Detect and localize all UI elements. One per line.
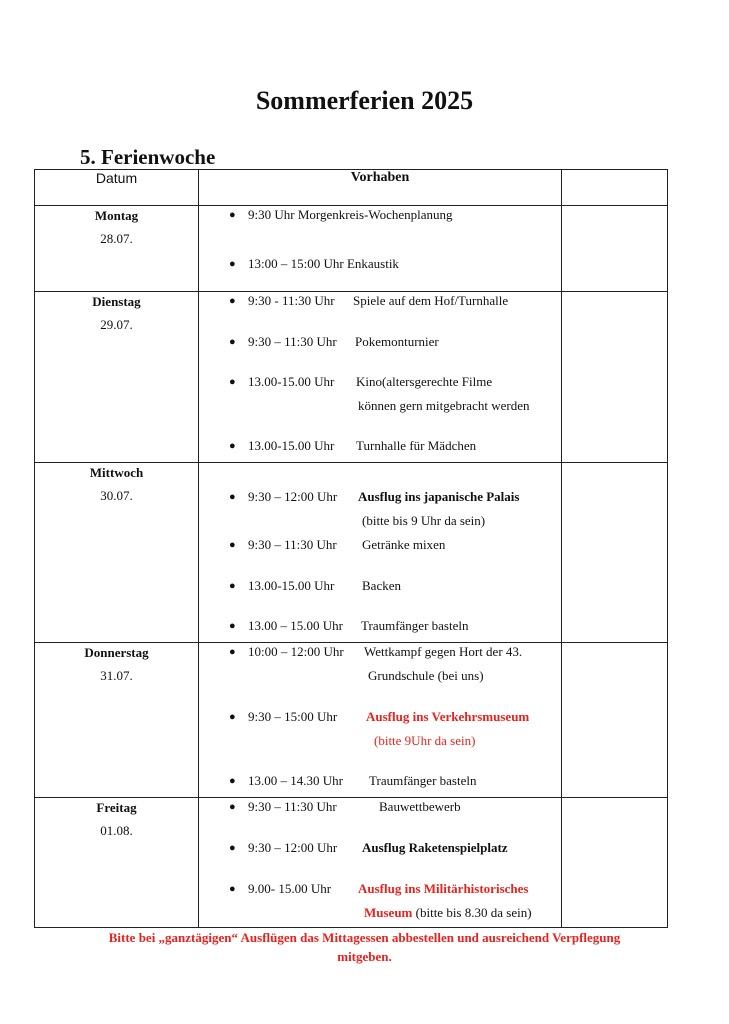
table-row [35,206,668,292]
bullet-icon: ● [229,209,236,221]
activity-time: 9:30 – 15:00 Uhr [248,709,338,724]
page-title: Sommerferien 2025 [255,86,474,115]
activity-desc-note: (bitte bis 8.30 da sein) [412,905,532,920]
activity-time: 10:00 – 12:00 Uhr [248,644,344,659]
day-cell [35,643,199,798]
week-subtitle: 5. Ferienwoche [80,145,216,169]
activity-desc: Traumfänger basteln [369,773,477,788]
bullet-icon: ● [229,620,236,632]
activity-desc: Backen [362,578,401,593]
day-name: Freitag [96,800,137,815]
activity-desc-cont [364,901,532,925]
bullet-icon: ● [229,440,236,452]
activity-desc: Ausflug Raketenspielplatz [362,840,508,855]
bullet-icon: ● [229,801,236,813]
activities-cell [199,798,562,928]
bullet-icon: ● [229,336,236,348]
day-cell [35,798,199,928]
day-name: Dienstag [92,294,141,309]
activity-time: 13:00 – 15:00 Uhr Enkaustik [248,256,399,271]
day-date: 31.07. [100,668,133,683]
header-extra [562,170,668,206]
extra-cell [562,463,668,643]
table-row [35,463,668,643]
activity-desc: Turnhalle für Mädchen [356,438,477,453]
bullet-icon: ● [229,775,236,787]
bullet-icon: ● [229,295,236,307]
header-datum: Datum [35,170,199,206]
activity-time: 13.00-15.00 Uhr [248,438,335,453]
activity-time: 13.00 – 14.30 Uhr [248,773,343,788]
day-date: 01.08. [100,823,133,838]
day-name: Donnerstag [84,645,149,660]
activity-desc-cont: (bitte 9Uhr da sein) [374,733,476,748]
activity-desc: Kino(altersgerechte Filme [356,374,493,389]
day-cell [35,463,199,643]
bullet-icon: ● [229,539,236,551]
extra-cell [562,798,668,928]
day-cell [35,206,199,292]
bullet-icon: ● [229,883,236,895]
activity-desc: Getränke mixen [362,537,446,552]
activity-desc: Bauwettbewerb [379,799,461,814]
activity-desc: Traumfänger basteln [361,618,469,633]
activity-desc-highlight: Museum [364,905,413,920]
activity-time: 9:30 - 11:30 Uhr [248,293,335,308]
day-date: 29.07. [100,317,133,332]
schedule-table [34,169,668,928]
day-date: 30.07. [100,488,133,503]
bullet-icon: ● [229,711,236,723]
activity-desc-cont: Grundschule (bei uns) [368,668,484,683]
activity-time: 13.00-15.00 Uhr [248,374,335,389]
day-date: 28.07. [100,231,133,246]
activities-cell [199,206,562,292]
extra-cell [562,643,668,798]
activity-time: 9:30 – 11:30 Uhr [248,537,337,552]
activity-desc: Ausflug ins Verkehrsmuseum [366,709,530,724]
activity-time: 9:30 Uhr Morgenkreis-Wochenplanung [248,207,453,222]
activity-time: 9:30 – 11:30 Uhr [248,799,337,814]
activity-desc: Ausflug ins Militärhistorisches [358,881,529,896]
activities-cell [199,292,562,463]
activity-time: 9:30 – 12:00 Uhr [248,840,338,855]
day-name: Mittwoch [89,465,144,480]
extra-cell [562,292,668,463]
bullet-icon: ● [229,646,236,658]
table-row [35,292,668,463]
activity-desc: Spiele auf dem Hof/Turnhalle [353,293,509,308]
bullet-icon: ● [229,842,236,854]
day-name: Montag [94,208,139,223]
bullet-icon: ● [229,376,236,388]
activities-cell [199,463,562,643]
activity-desc-cont: (bitte bis 9 Uhr da sein) [362,513,486,528]
activity-time: 9.00- 15.00 Uhr [248,881,332,896]
activity-desc-cont: können gern mitgebracht werden [358,398,530,413]
activities-cell [199,643,562,798]
activity-time: 13.00-15.00 Uhr [248,578,335,593]
table-row [35,643,668,798]
table-header-row [35,170,668,206]
footer-note [0,928,729,966]
footer-line-2: mitgeben. [337,949,392,964]
activity-time: 9:30 – 11:30 Uhr [248,334,337,349]
activity-desc: Ausflug ins japanische Palais [358,489,520,504]
activity-desc: Pokemonturnier [355,334,439,349]
activity-time: 9:30 – 12:00 Uhr [248,489,338,504]
bullet-icon: ● [229,491,236,503]
activity-desc: Wettkampf gegen Hort der 43. [364,644,523,659]
day-cell [35,292,199,463]
extra-cell [562,206,668,292]
table-row [35,798,668,928]
activity-time: 13.00 – 15.00 Uhr [248,618,343,633]
header-vorhaben: Vorhaben [199,170,562,206]
bullet-icon: ● [229,258,236,270]
footer-line-1: Bitte bei „ganztägigen“ Ausflügen das Mittagessen abbestellen und ausreichend Verpflegung [108,930,621,945]
bullet-icon: ● [229,580,236,592]
